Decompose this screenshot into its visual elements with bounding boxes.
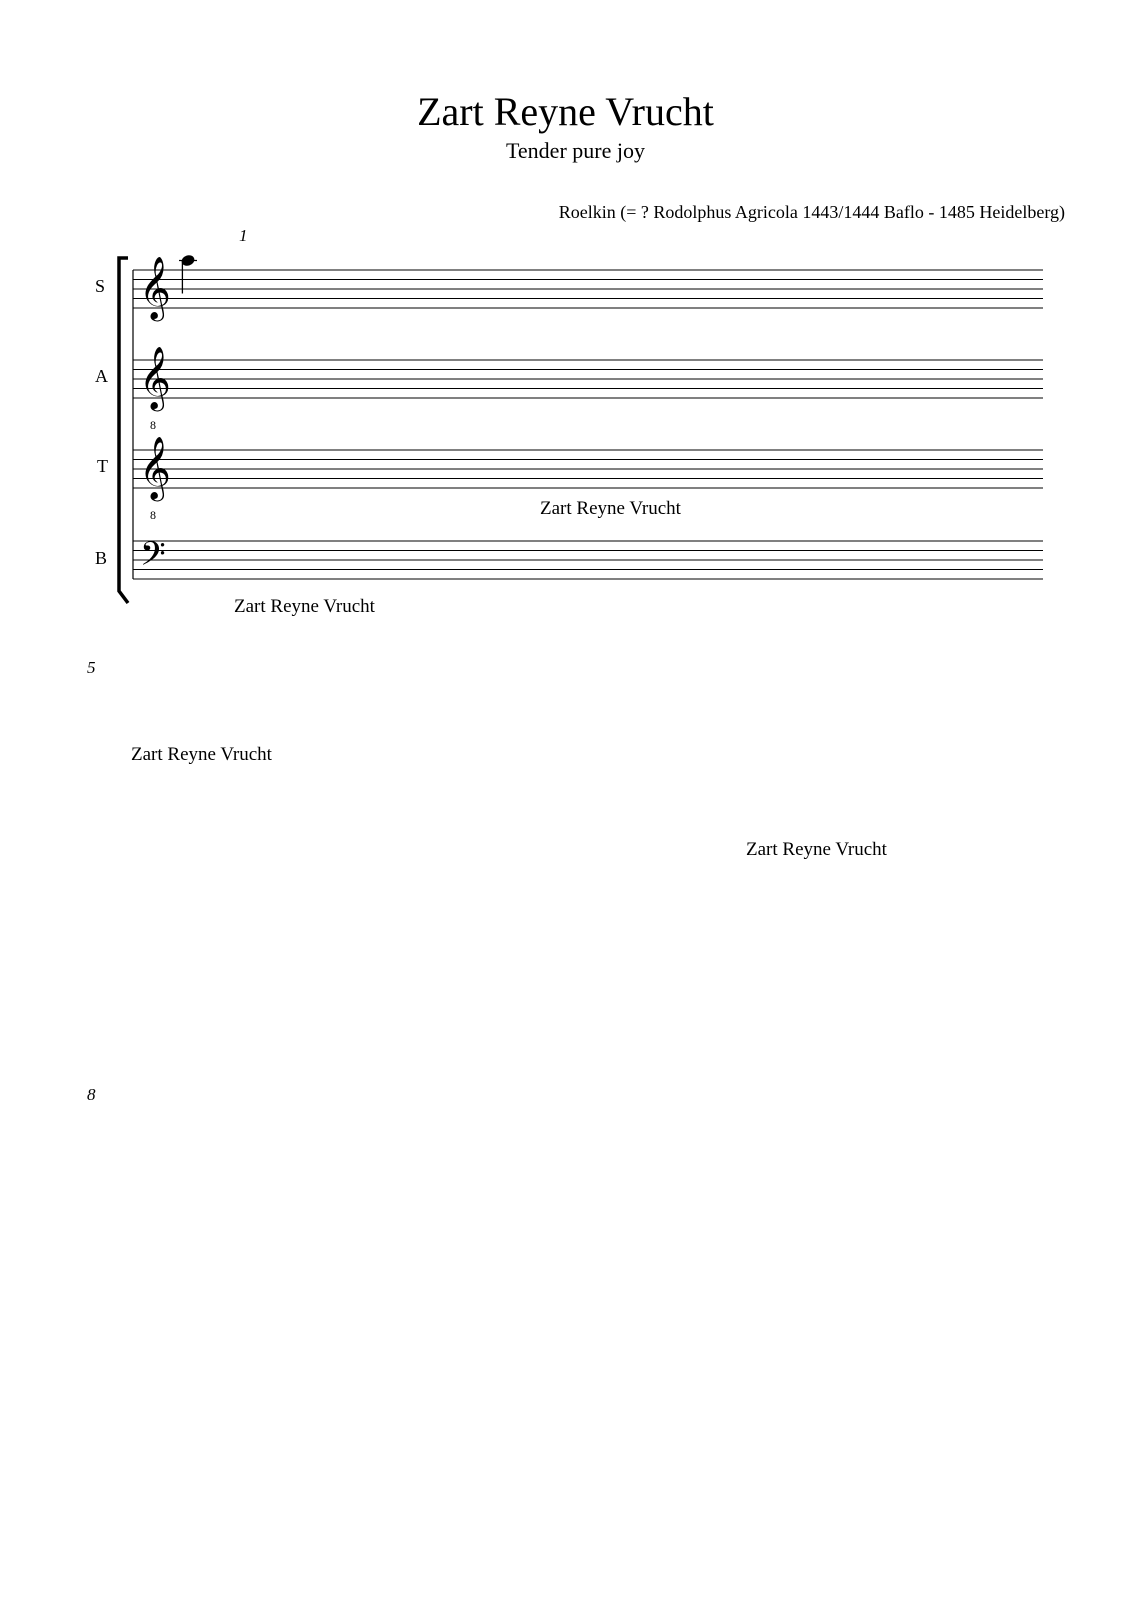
- lyric-tenor-entry: Zart Reyne Vrucht: [746, 839, 887, 860]
- measure-number-8: 8: [87, 1085, 96, 1104]
- system-bracket: [119, 258, 128, 603]
- treble-clef-icon: 𝄞: [139, 346, 171, 409]
- octave-8-mark: 8: [150, 418, 156, 432]
- voice-label-tenor: T: [97, 456, 108, 476]
- measure-number-5: 5: [87, 658, 96, 677]
- bass-clef-icon: 𝄢: [140, 535, 166, 582]
- treble-clef-icon: 𝄞: [139, 436, 171, 499]
- measure-number-1: 1: [239, 226, 248, 245]
- composer-credit: Roelkin (= ? Rodolphus Agricola 1443/1444 Baflo - 1485 Heidelberg): [558, 202, 1065, 222]
- lyric-bass-incipit: Zart Reyne Vrucht: [540, 498, 681, 519]
- page-title: Zart Reyne Vrucht: [417, 89, 714, 134]
- voice-label-soprano: S: [95, 276, 106, 296]
- treble-clef-icon: 𝄞: [139, 256, 171, 319]
- voice-label-alto: A: [95, 366, 108, 386]
- lyric-bass-underlay: Zart Reyne Vrucht: [234, 596, 375, 617]
- lyric-soprano-entry: Zart Reyne Vrucht: [131, 744, 272, 765]
- voice-label-bass: B: [95, 548, 108, 568]
- octave-8-mark: 8: [150, 508, 156, 522]
- page-subtitle: Tender pure joy: [506, 138, 645, 163]
